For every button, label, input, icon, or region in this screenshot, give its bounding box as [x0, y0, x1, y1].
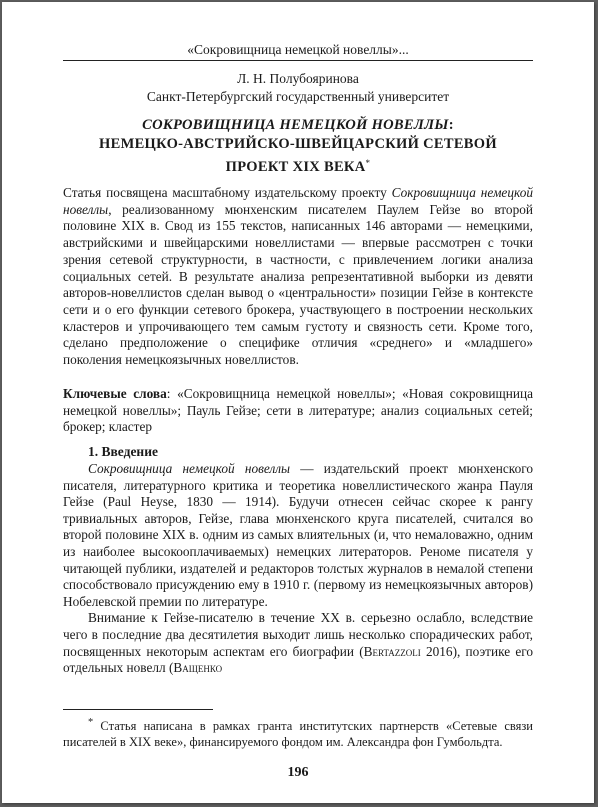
page-number: 196 [287, 765, 309, 780]
title-line-2: НЕМЕЦКО-АВСТРИЙСКО-ШВЕЙЦАРСКИЙ СЕТЕВОЙ [99, 136, 497, 152]
citation-author: Bertazzoli [363, 643, 421, 659]
title-line-3: ПРОЕКТ XIX ВЕКА [225, 159, 366, 175]
keywords [63, 386, 533, 436]
title-footnote-mark: * [365, 158, 371, 168]
citation-year: 2016 [420, 643, 453, 659]
author-name: Л. Н. Полубояринова [237, 71, 359, 86]
body-text [63, 461, 533, 677]
title-colon: : [448, 117, 454, 133]
article-title [63, 116, 533, 177]
footnote-text: Статья написана в рамках гранта институтских партнерств «Сетевые связи писателей в XIX веке», финансируемого фондом им. Александра фон Гумбольдта. [63, 719, 533, 750]
document-page [2, 2, 594, 803]
body-paragraph [63, 461, 533, 610]
abstract-text-a: Статья посвящена масштабному издательскому проекту [63, 185, 392, 200]
body-paragraph-1-text: — издательский проект мюнхенского писателя, литературного критика и теоретика новеллистического жанра Пауля Гейзе (Paul Heyse, 1830 — 1914). Будучи отнесен сейчас скорее к рангу тривиальных авторов, Гейзе, глава мюнхенского круга писателей, считался во второй половине XIX в. одним из самых влиятельных (и, что немаловажно, одним из наиболее высокооплачиваемых) немецких литераторов. Реноме писателя у читающей публики, издателей и редакторов толстых журналов в немалой степени способствовало присуждению ему в 1910 г. (первому из немецкоязычных авторов) Нобелевской премии по литературе. [63, 461, 533, 609]
body-paragraph [63, 610, 533, 676]
author-affiliation: Санкт-Петербургский государственный университет [146, 89, 450, 104]
footnote-mark: * [88, 717, 94, 728]
abstract-italic-title: Сокровищница немецкой новеллы [63, 185, 533, 217]
header-rule [63, 60, 533, 61]
abstract [63, 185, 533, 369]
body-italic-title: Сокровищница немецкой новеллы [88, 461, 291, 476]
body-paragraph-2-text-a: Внимание к Гейзе-писателю в течение XX в. серьезно ослабло, вследствие чего в последние два десятилетия выходит лишь несколько спорадических работ, посвященных некоторым аспектам его биографии ( [63, 610, 533, 659]
section-heading: 1. Введение [88, 444, 158, 459]
keywords-label: Ключевые слова [63, 386, 167, 401]
running-head: «Сокровищница немецкой новеллы»... [187, 42, 409, 57]
footnote [63, 715, 533, 750]
citation-author-2: Ващенко [173, 660, 223, 676]
title-italic-part: СОКРОВИЩНИЦА НЕМЕЦКОЙ НОВЕЛЛЫ [142, 117, 449, 133]
body-paragraph-2-text-b: ), поэтике его отдельных новелл ( [63, 643, 533, 676]
abstract-text-b: , реализованному мюнхенским писателем Паулем Гейзе во второй половине XIX в. Свод из 155 текстов, написанных 146 авторами — немецкими, австрийскими и швейцарскими новеллистами — впервые рассмотрен с точки зрения сетевой структурности, в частности, с привлечением логики анализа социальных сетей. В результате анализа репрезентативной выборки из девяти авторов-новеллистов сделан вывод о «центральности» позиции Гейзе в контексте сети и о его функции сетевого брокера, участвующего в построении нескольких кластеров и упрочивающего тем самым густоту и связность сети. Кроме того, сделано предположение о специфике отличия «среднего» и «младшего» поколения немецкоязычных новеллистов. [63, 201, 533, 368]
keywords-text: : «Сокровищница немецкой новеллы»; «Новая сокровищница немецкой новеллы»; Пауль Гейзе; сети в литературе; анализ социальных сетей; брокер; кластер [63, 386, 533, 435]
footnote-rule [63, 709, 213, 710]
